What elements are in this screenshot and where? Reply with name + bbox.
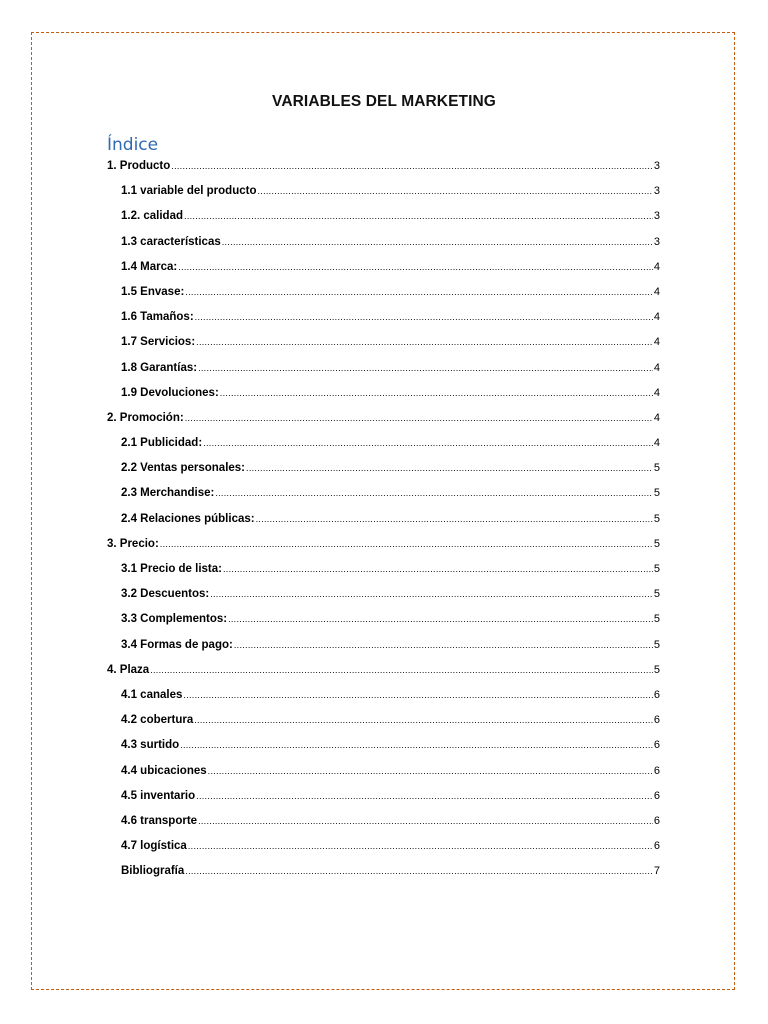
toc-entry-label[interactable]: 2.1 Publicidad: [121,437,203,450]
toc-leader-dots [208,766,653,776]
toc-leader-dots [196,791,653,801]
toc-entry[interactable] [107,286,660,311]
toc-entry-page-number[interactable]: 7 [653,865,660,878]
toc-entry[interactable] [107,261,660,286]
toc-entry-label[interactable]: 1.7 Servicios: [121,336,196,349]
toc-entry-page-number[interactable]: 6 [653,688,660,701]
toc-entry[interactable] [107,639,660,664]
toc-entry-label[interactable]: 4.1 canales [121,688,183,701]
toc-leader-dots [234,640,653,650]
toc-leader-dots [228,614,653,624]
toc-entry-label[interactable]: 3.1 Precio de lista: [121,563,222,575]
toc-entry[interactable] [107,311,660,336]
toc-entry[interactable] [107,865,660,890]
toc-entry-page-number[interactable]: 6 [653,714,660,727]
toc-entry-page-number[interactable]: 5 [653,563,660,575]
toc-leader-dots [194,715,653,725]
toc-entry-page-number[interactable]: 5 [653,462,660,475]
toc-entry-label[interactable]: 1. Producto [107,160,171,172]
toc-entry-page-number[interactable]: 5 [653,663,660,676]
toc-entry-label[interactable]: 2.4 Relaciones públicas: [121,512,255,525]
toc-leader-dots [223,564,653,574]
toc-leader-dots [210,589,653,599]
toc-entry-label[interactable]: 1.9 Devoluciones: [121,386,219,399]
toc-entry[interactable] [107,538,660,563]
toc-leader-dots [184,211,653,221]
toc-entry-label[interactable]: 4.7 logística [121,840,187,853]
toc-entry-page-number[interactable]: 6 [653,764,660,777]
toc-leader-dots [185,287,653,297]
toc-entry-label[interactable]: 1.1 variable del producto [121,185,257,198]
toc-entry[interactable] [107,689,660,714]
toc-entry[interactable] [107,437,660,462]
toc-entry-label[interactable]: 3.2 Descuentos: [121,588,210,601]
toc-entry-label[interactable]: 1.8 Garantías: [121,361,198,374]
toc-entry-label[interactable]: 3. Precio: [107,537,159,550]
toc-entry-page-number[interactable]: 3 [653,210,660,223]
toc-leader-dots [185,413,653,423]
toc-entry-page-number[interactable]: 4 [653,437,660,450]
toc-leader-dots [150,665,653,675]
toc-leader-dots [203,438,653,448]
toc-entry-label[interactable]: 1.6 Tamaños: [121,311,194,324]
toc-entry[interactable] [107,336,660,361]
toc-entry-page-number[interactable]: 4 [653,285,660,298]
toc-leader-dots [188,841,653,851]
toc-leader-dots [220,388,653,398]
toc-entry[interactable] [107,739,660,764]
toc-entry-page-number[interactable]: 4 [653,311,660,324]
toc-entry-label[interactable]: 1.4 Marca: [121,260,178,273]
toc-entry-label[interactable]: 4.5 inventario [121,789,196,802]
toc-entry[interactable] [107,513,660,538]
toc-heading: Índice [107,135,159,155]
toc-entry-label[interactable]: 4.4 ubicaciones [121,764,207,777]
toc-entry-label[interactable]: 1.5 Envase: [121,285,185,298]
toc-entry-page-number[interactable]: 3 [653,235,660,248]
toc-entry-page-number[interactable]: 6 [653,814,660,827]
toc-leader-dots [198,816,653,826]
toc-entry-page-number[interactable]: 4 [653,361,660,374]
toc-entry[interactable] [107,840,660,865]
toc-entry-page-number[interactable]: 4 [653,386,660,399]
toc-entry-page-number[interactable]: 4 [653,260,660,273]
toc-entry-label[interactable]: 2.3 Merchandise: [121,487,215,500]
toc-entry-label[interactable]: 1.3 características [121,235,221,248]
toc-entry[interactable] [107,387,660,412]
toc-entry-page-number[interactable]: 3 [653,185,660,198]
toc-entry-label[interactable]: 4.6 transporte [121,814,198,827]
toc-entry-page-number[interactable]: 3 [653,160,660,172]
toc-leader-dots [183,690,652,700]
toc-entry-label[interactable]: 2.2 Ventas personales: [121,462,246,475]
toc-entry[interactable] [107,185,660,210]
toc-leader-dots [196,337,653,347]
toc-entry-label[interactable]: Bibliografía [121,865,185,878]
toc-leader-dots [178,262,653,272]
toc-entry[interactable] [107,613,660,638]
toc-entry-page-number[interactable]: 5 [653,613,660,626]
toc-entry[interactable] [107,487,660,512]
toc-entry-label[interactable]: 4.3 surtido [121,739,180,752]
toc-entry[interactable] [107,765,660,790]
toc-entry-page-number[interactable]: 6 [653,739,660,752]
toc-entry[interactable] [107,160,660,185]
toc-leader-dots [195,312,653,322]
toc-entry[interactable] [107,210,660,235]
toc-leader-dots [246,463,653,473]
document-title: VARIABLES DEL MARKETING [272,93,496,110]
toc-entry-label[interactable]: 3.4 Formas de pago: [121,638,233,651]
toc-leader-dots [215,488,653,498]
toc-entry[interactable] [107,412,660,437]
toc-entry-label[interactable]: 2. Promoción: [107,411,184,424]
toc-leader-dots [257,186,652,196]
toc-entry[interactable] [107,815,660,840]
toc-entry-label[interactable]: 4.2 cobertura [121,714,194,727]
toc-entry[interactable] [107,588,660,613]
toc-entry[interactable] [107,714,660,739]
toc-leader-dots [171,161,653,171]
toc-entry[interactable] [107,236,660,261]
toc-entry-page-number[interactable]: 5 [653,487,660,500]
toc-entry[interactable] [107,462,660,487]
toc-entry[interactable] [107,563,660,588]
toc-entry-page-number[interactable]: 4 [653,336,660,349]
toc-entry-page-number[interactable]: 6 [653,840,660,853]
toc-leader-dots [222,237,653,247]
toc-entry-page-number[interactable]: 5 [653,512,660,525]
toc-entry-page-number[interactable]: 6 [653,789,660,802]
toc-entry[interactable] [107,664,660,689]
toc-leader-dots [185,866,653,876]
toc-entry[interactable] [107,790,660,815]
toc-leader-dots [256,514,653,524]
table-of-contents [107,160,660,890]
toc-leader-dots [198,363,653,373]
toc-entry-page-number[interactable]: 4 [653,411,660,424]
toc-entry-page-number[interactable]: 5 [653,537,660,550]
toc-leader-dots [160,539,653,549]
toc-entry-label[interactable]: 3.3 Complementos: [121,613,228,626]
toc-entry-label[interactable]: 4. Plaza [107,663,150,676]
toc-entry-label[interactable]: 1.2. calidad [121,210,184,223]
toc-entry-page-number[interactable]: 5 [653,588,660,601]
toc-entry-page-number[interactable]: 5 [653,638,660,651]
toc-entry[interactable] [107,362,660,387]
toc-leader-dots [180,740,653,750]
